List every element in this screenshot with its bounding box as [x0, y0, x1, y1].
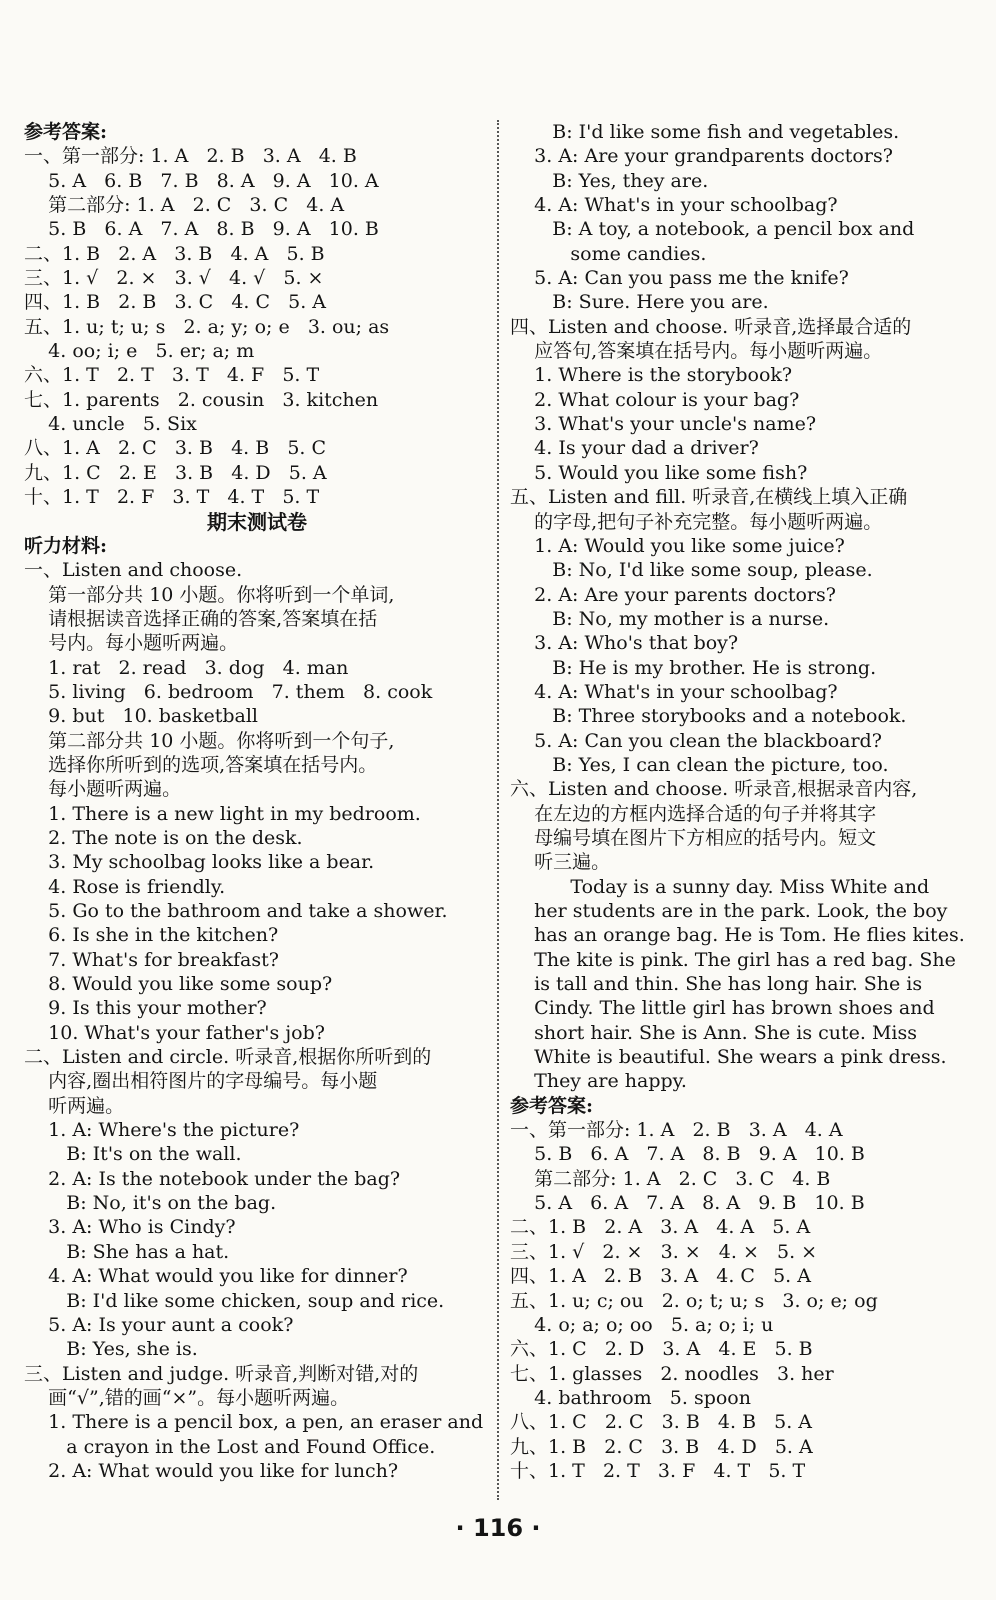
text-line: B: Yes, she is.	[24, 1338, 198, 1361]
text-line: 请根据读音选择正确的答案,答案填在括	[24, 607, 378, 630]
text-line: 4. uncle 5. Six	[24, 413, 197, 436]
text-line: B: No, my mother is a nurse.	[510, 607, 830, 630]
text-line: Cindy. The little girl has brown shoes and	[510, 997, 935, 1020]
text-line: 4. oo; i; e 5. er; a; m	[24, 340, 255, 363]
text-line: 5. A 6. B 7. B 8. A 9. A 10. A	[24, 169, 379, 192]
text-line: 四、1. A 2. B 3. A 4. C 5. A	[510, 1265, 811, 1288]
text-line: 一、第一部分: 1. A 2. B 3. A 4. B	[24, 145, 357, 168]
text-line: 1. Where is the storybook?	[510, 364, 793, 387]
text-line: The kite is pink. The girl has a red bag. She	[510, 948, 956, 971]
text-line: 六、1. C 2. D 3. A 4. E 5. B	[510, 1338, 813, 1361]
text-line: 5. A 6. A 7. A 8. A 9. B 10. B	[510, 1192, 865, 1215]
text-line: 二、Listen and circle. 听录音,根据你所听到的	[24, 1046, 432, 1069]
text-line: 4. A: What's in your schoolbag?	[510, 194, 838, 217]
text-line: 每小题听两遍。	[24, 778, 182, 801]
text-line: 1. rat 2. read 3. dog 4. man	[24, 656, 349, 679]
text-line: 3. A: Who's that boy?	[510, 632, 739, 655]
text-line: 4. Is your dad a driver?	[510, 437, 759, 460]
text-line: 九、1. C 2. E 3. B 4. D 5. A	[24, 461, 327, 484]
text-line: 3. A: Who is Cindy?	[24, 1216, 236, 1239]
text-line: 听力材料:	[24, 534, 108, 557]
text-line: B: No, I'd like some soup, please.	[510, 559, 873, 582]
text-line: B: I'd like some fish and vegetables.	[510, 121, 900, 143]
text-line: 1. A: Would you like some juice?	[510, 534, 845, 557]
text-line: 八、1. C 2. C 3. B 4. B 5. A	[510, 1411, 813, 1434]
text-line: 五、1. u; t; u; s 2. a; y; o; e 3. ou; as	[24, 315, 390, 338]
text-line: a crayon in the Lost and Found Office.	[24, 1435, 436, 1458]
text-line: B: She has a hat.	[24, 1240, 230, 1263]
text-line: 四、1. B 2. B 3. C 4. C 5. A	[24, 291, 327, 314]
text-line: short hair. She is Ann. She is cute. Miss	[510, 1021, 918, 1044]
text-line: 4. o; a; o; oo 5. a; o; i; u	[510, 1313, 774, 1336]
text-line: 5. Would you like some fish?	[510, 461, 808, 484]
text-line: 选择你所听到的选项,答案填在括号内。	[24, 753, 378, 776]
text-line: 5. A: Can you clean the blackboard?	[510, 729, 882, 752]
text-line: 3. My schoolbag looks like a bear.	[24, 851, 375, 874]
text-line: 3. A: Are your grandparents doctors?	[510, 145, 893, 168]
text-line: 二、1. B 2. A 3. A 4. A 5. A	[510, 1216, 811, 1239]
text-line: B: A toy, a notebook, a pencil box and	[510, 218, 915, 241]
text-line: 参考答案:	[24, 121, 108, 143]
text-line: 应答句,答案填在括号内。每小题听两遍。	[510, 340, 883, 363]
text-line: 五、Listen and fill. 听录音,在横线上填入正确	[510, 486, 908, 509]
text-line: 4. bathroom 5. spoon	[510, 1386, 751, 1409]
page-number: · 116 ·	[455, 1514, 541, 1542]
text-line: Today is a sunny day. Miss White and	[510, 875, 930, 898]
text-line: some candies.	[510, 242, 707, 265]
text-line: 听三遍。	[510, 851, 611, 874]
text-line: 第二部分: 1. A 2. C 3. C 4. B	[510, 1167, 831, 1190]
text-line: 号内。每小题听两遍。	[24, 632, 239, 655]
text-line: 4. A: What would you like for dinner?	[24, 1265, 408, 1288]
text-line: 2. A: Is the notebook under the bag?	[24, 1167, 401, 1190]
text-line: is tall and thin. She has long hair. She is	[510, 973, 923, 996]
text-line: 五、1. u; c; ou 2. o; t; u; s 3. o; e; og	[510, 1289, 878, 1312]
text-line: 画“√”,错的画“×”。每小题听两遍。	[24, 1386, 350, 1409]
text-line: 母编号填在图片下方相应的括号内。短文	[510, 826, 877, 849]
text-line: 2. The note is on the desk.	[24, 826, 303, 849]
text-line: 6. Is she in the kitchen?	[24, 924, 279, 947]
text-line: 三、Listen and judge. 听录音,判断对错,对的	[24, 1362, 419, 1385]
text-line: 2. A: What would you like for lunch?	[24, 1459, 399, 1482]
text-line: 二、1. B 2. A 3. B 4. A 5. B	[24, 242, 325, 265]
text-line: 5. A: Is your aunt a cook?	[24, 1313, 294, 1336]
text-line: B: He is my brother. He is strong.	[510, 656, 877, 679]
text-line: 七、1. glasses 2. noodles 3. her	[510, 1362, 834, 1385]
right-column	[510, 120, 980, 1483]
text-line: 1. There is a new light in my bedroom.	[24, 802, 421, 825]
text-line: 2. A: Are your parents doctors?	[510, 583, 836, 606]
text-line: 2. What colour is your bag?	[510, 388, 800, 411]
text-line: 六、Listen and choose. 听录音,根据录音内容,	[510, 778, 918, 801]
text-line: 四、Listen and choose. 听录音,选择最合适的	[510, 315, 912, 338]
text-line: 内容,圈出相符图片的字母编号。每小题	[24, 1070, 378, 1093]
text-line: 5. B 6. A 7. A 8. B 9. A 10. B	[510, 1143, 865, 1166]
text-line: 4. A: What's in your schoolbag?	[510, 680, 838, 703]
text-line: 5. living 6. bedroom 7. them 8. cook	[24, 680, 433, 703]
text-line: 5. Go to the bathroom and take a shower.	[24, 900, 448, 922]
text-line: 4. Rose is friendly.	[24, 875, 226, 898]
left-column	[24, 120, 490, 1483]
text-line: 一、第一部分: 1. A 2. B 3. A 4. A	[510, 1119, 843, 1142]
text-line: 5. A: Can you pass me the knife?	[510, 267, 849, 290]
text-line: B: Three storybooks and a notebook.	[510, 705, 907, 728]
text-line: 8. Would you like some soup?	[24, 973, 333, 996]
text-line: 的字母,把句子补充完整。每小题听两遍。	[510, 510, 883, 533]
text-line: 八、1. A 2. C 3. B 4. B 5. C	[24, 437, 327, 460]
text-line: 1. A: Where's the picture?	[24, 1119, 300, 1142]
text-line: They are happy.	[510, 1070, 687, 1093]
text-line: 听两遍。	[24, 1094, 125, 1117]
text-line: B: No, it's on the bag.	[24, 1192, 277, 1215]
text-line: 一、Listen and choose.	[24, 559, 243, 582]
text-line: 3. What's your uncle's name?	[510, 413, 817, 436]
text-line: B: Yes, I can clean the picture, too.	[510, 753, 889, 776]
text-line: B: Yes, they are.	[510, 169, 709, 192]
column-divider	[497, 120, 499, 1500]
text-line: 1. There is a pencil box, a pen, an eraser and	[24, 1411, 484, 1434]
text-line: 期末测试卷	[207, 509, 307, 534]
text-line: B: I'd like some chicken, soup and rice.	[24, 1289, 445, 1312]
text-line: 9. but 10. basketball	[24, 705, 259, 728]
text-line: 参考答案:	[510, 1094, 594, 1117]
text-line: has an orange bag. He is Tom. He flies kites.	[510, 924, 965, 947]
text-line: 十、1. T 2. T 3. F 4. T 5. T	[510, 1459, 806, 1482]
text-line: 9. Is this your mother?	[24, 997, 267, 1020]
text-line: 九、1. B 2. C 3. B 4. D 5. A	[510, 1435, 813, 1458]
text-line: B: Sure. Here you are.	[510, 291, 769, 314]
text-line: B: It's on the wall.	[24, 1143, 242, 1166]
text-line: 在左边的方框内选择合适的句子并将其字	[510, 802, 877, 825]
text-line: 7. What's for breakfast?	[24, 948, 279, 971]
text-line: 5. B 6. A 7. A 8. B 9. A 10. B	[24, 218, 379, 241]
text-line: White is beautiful. She wears a pink dress.	[510, 1046, 947, 1069]
text-line: 三、1. √ 2. × 3. √ 4. √ 5. ×	[24, 267, 324, 290]
text-line: 10. What's your father's job?	[24, 1021, 325, 1044]
text-line: 第二部分: 1. A 2. C 3. C 4. A	[24, 194, 345, 217]
text-line: 第一部分共 10 小题。你将听到一个单词,	[24, 583, 395, 606]
text-line: 第二部分共 10 小题。你将听到一个句子,	[24, 729, 395, 752]
text-line: 十、1. T 2. F 3. T 4. T 5. T	[24, 486, 320, 509]
text-line: her students are in the park. Look, the boy	[510, 900, 948, 922]
text-line: 七、1. parents 2. cousin 3. kitchen	[24, 388, 379, 411]
text-line: 三、1. √ 2. × 3. × 4. × 5. ×	[510, 1240, 818, 1263]
text-line: 六、1. T 2. T 3. T 4. F 5. T	[24, 364, 320, 387]
